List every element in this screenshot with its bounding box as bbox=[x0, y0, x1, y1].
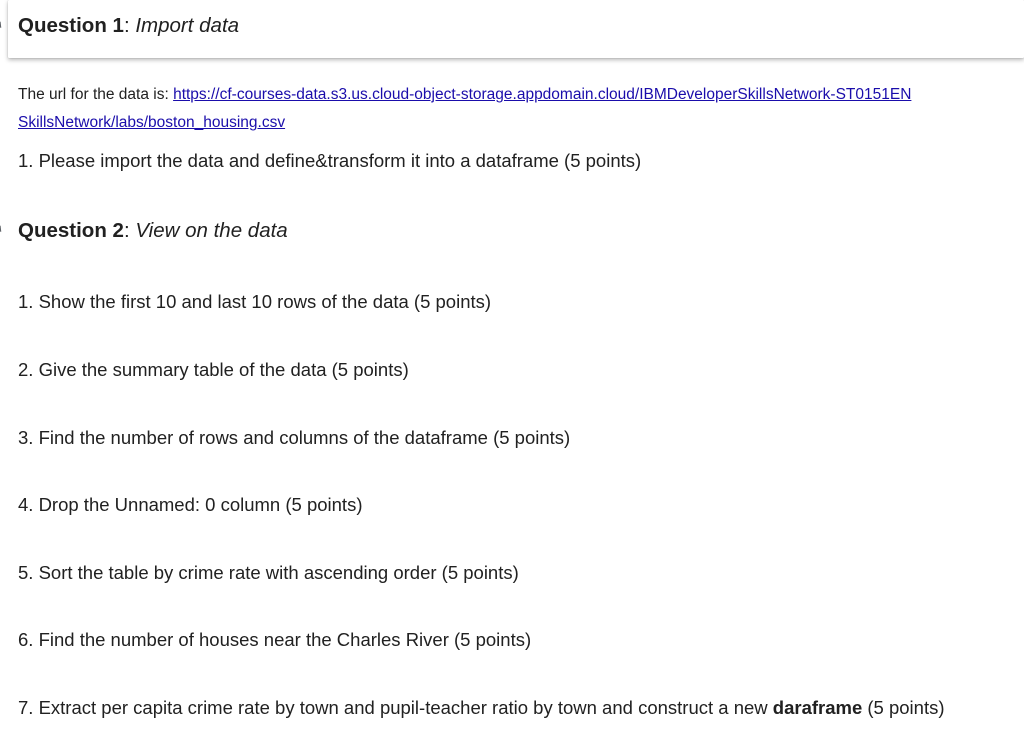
data-url-text-continued bbox=[18, 114, 285, 132]
collapse-arrow-icon[interactable] bbox=[0, 225, 4, 234]
question2-task-1: 1. Show the first 10 and last 10 rows of the data (5 points) bbox=[18, 291, 492, 312]
question2-task-4: 4. Drop the Unnamed: 0 column (5 points) bbox=[18, 494, 363, 515]
collapse-arrow-icon[interactable] bbox=[0, 21, 4, 30]
data-url-link-continued[interactable]: SkillsNetwork/labs/boston_housing.csv bbox=[18, 114, 286, 131]
data-url-text bbox=[18, 86, 911, 104]
question1-task-1: 1. Please import the data and define&transform it into a dataframe (5 points) bbox=[18, 150, 642, 171]
heading-separator: : bbox=[123, 14, 136, 37]
question2-task-7 bbox=[18, 697, 945, 719]
question2-task-5: 5. Sort the table by crime rate with ascending order (5 points) bbox=[18, 562, 519, 583]
question2-heading bbox=[18, 219, 288, 243]
question2-title: View on the data bbox=[135, 219, 288, 242]
question2-task-3: 3. Find the number of rows and columns of the dataframe (5 points) bbox=[18, 427, 571, 448]
question1-title: Import data bbox=[135, 14, 240, 37]
heading-separator: : bbox=[123, 219, 136, 242]
question2-label: Question 2 bbox=[18, 219, 124, 242]
question1-heading bbox=[18, 14, 239, 38]
url-prefix: The url for the data is: bbox=[18, 86, 174, 103]
data-url-link[interactable]: https://cf-courses-data.s3.us.cloud-object-storage.appdomain.cloud/IBMDeveloperSkillsNetwork-ST0151EN bbox=[173, 86, 912, 103]
question1-label: Question 1 bbox=[18, 14, 124, 37]
task7-bold-term: daraframe bbox=[772, 697, 863, 718]
question2-task-2: 2. Give the summary table of the data (5 points) bbox=[18, 359, 409, 380]
task7-text: 7. Extract per capita crime rate by town and pupil-teacher ratio by town and construct a new bbox=[18, 697, 773, 718]
question2-task-6: 6. Find the number of houses near the Charles River (5 points) bbox=[18, 629, 532, 650]
task7-points: (5 points) bbox=[862, 697, 945, 718]
